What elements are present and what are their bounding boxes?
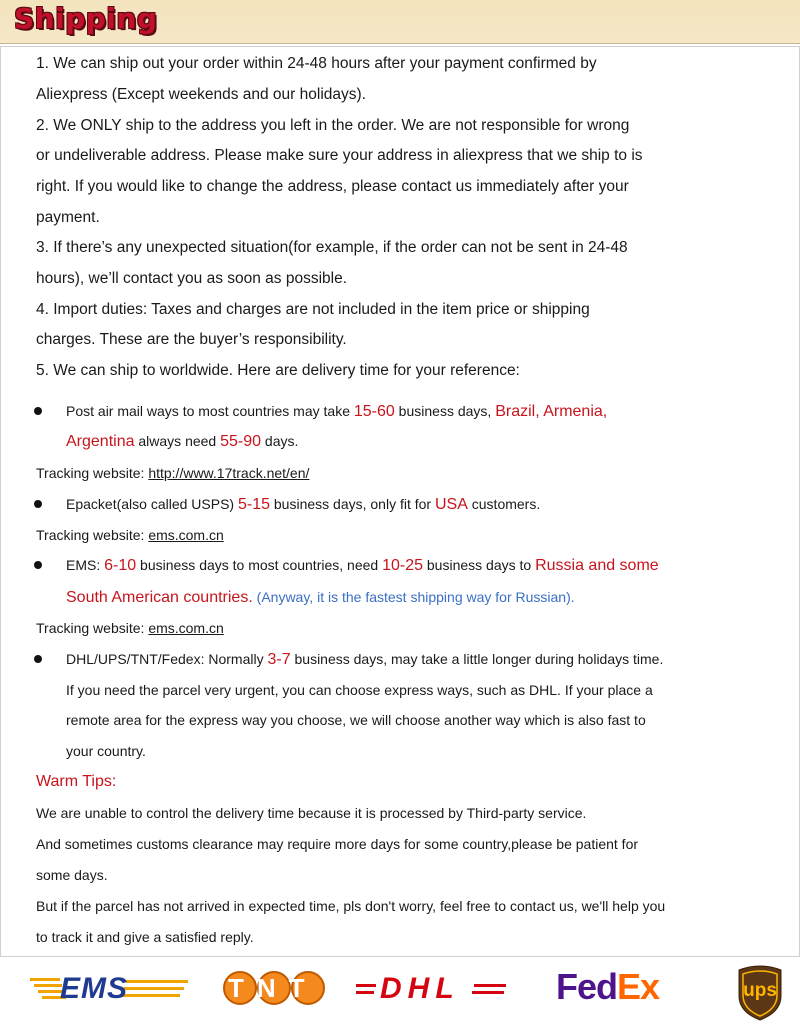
warm-tips-line-4: But if the parcel has not arrived in expected time, pls don't worry, feel free to contact us, we'll help you (36, 898, 666, 914)
policy-item-4-line-1: 4. Import duties: Taxes and charges are not included in the item price or shipping (36, 301, 590, 318)
policy-item-2-line-2: or undeliverable address. Please make sure your address in aliexpress that we ship to is (36, 147, 643, 164)
epacket-text-2: business days, only fit for (270, 496, 435, 512)
policy-item-2-line-1: 2. We ONLY ship to the address you left in the order. We are not responsible for wrong (36, 117, 630, 134)
post-text: Post air mail ways to most countries may take (66, 403, 354, 419)
express-line-1 (66, 649, 796, 670)
ems-countries-2: South American countries. (66, 589, 253, 606)
ems-text-3: business days to (423, 557, 536, 573)
policy-item-4-line-2: charges. These are the buyer’s responsibility. (36, 331, 347, 348)
tnt-logo-text: TNT (228, 973, 318, 1003)
policy-item-3-line-1: 3. If there’s any unexpected situation(for example, if the order can not be sent in 24-48 (36, 239, 628, 256)
tracking-label: Tracking website: (36, 527, 149, 543)
tracking-link-17track[interactable]: http://www.17track.net/en/ (148, 465, 310, 481)
express-text-2: business days, may take a little longer during holidays time. (290, 651, 664, 667)
bullet-post (34, 407, 42, 415)
post-tracking (36, 463, 766, 483)
warm-tips-line-5: to track it and give a satisfied reply. (36, 929, 254, 945)
bullet-ems (34, 561, 42, 569)
ems-logo (30, 972, 190, 1006)
ems-text: EMS: (66, 557, 105, 573)
post-days: 15-60 (353, 403, 395, 420)
express-days: 3-7 (267, 651, 291, 668)
epacket-tracking (36, 525, 766, 545)
bullet-express (34, 655, 42, 663)
express-text: DHL/UPS/TNT/Fedex: Normally (66, 651, 268, 667)
dhl-logo-text: DHL (380, 972, 460, 1005)
epacket-text: Epacket(also called USPS) (66, 496, 238, 512)
policy-item-1-line-2: Aliexpress (Except weekends and our holidays). (36, 86, 366, 103)
post-line-2 (66, 431, 796, 452)
post-text-3: always need (134, 433, 221, 449)
ems-days-2: 10-25 (382, 557, 423, 574)
ems-note: (Anyway, it is the fastest shipping way for Russian). (252, 589, 575, 605)
policy-item-2-line-3: right. If you would like to change the address, please contact us immediately after your (36, 178, 629, 195)
fedex-logo (556, 966, 676, 1010)
ems-text-2: business days to most countries, need (136, 557, 383, 573)
post-countries: Brazil, Armenia, (495, 403, 608, 420)
warm-tips-line-1: We are unable to control the delivery time because it is processed by Third-party service. (36, 805, 587, 821)
tracking-link-ems[interactable]: ems.com.cn (148, 527, 224, 543)
express-line-3: remote area for the express way you choose, we will choose another way which is also fast to (66, 712, 646, 728)
fedex-logo-ex: Ex (617, 966, 660, 1007)
epacket-line (66, 494, 796, 515)
post-days-2: 55-90 (220, 433, 262, 450)
policy-item-1-line-1: 1. We can ship out your order within 24-48 hours after your payment confirmed by (36, 55, 597, 72)
tracking-label: Tracking website: (36, 620, 149, 636)
ems-days: 6-10 (104, 557, 137, 574)
post-text-2: business days, (394, 403, 496, 419)
dhl-logo (356, 974, 506, 1004)
header-banner (0, 0, 800, 44)
policy-item-2-line-4: payment. (36, 209, 100, 226)
post-line-1 (66, 401, 796, 422)
ems-tracking (36, 618, 766, 638)
ups-logo-text: ups (743, 980, 777, 1001)
post-text-4: days. (261, 433, 299, 449)
ems-line-1 (66, 555, 796, 576)
page-title: Shipping (14, 2, 158, 35)
ups-logo (736, 964, 784, 1022)
ems-logo-text: EMS (60, 972, 129, 1005)
tnt-logo (222, 968, 326, 1008)
courier-logos (0, 960, 800, 1027)
bullet-epacket (34, 500, 42, 508)
policy-item-5-line-1: 5. We can ship to worldwide. Here are delivery time for your reference: (36, 362, 520, 379)
warm-tips-title: Warm Tips: (36, 773, 117, 790)
epacket-text-3: customers. (467, 496, 541, 512)
post-country-argentina: Argentina (66, 433, 135, 450)
epacket-country: USA (434, 496, 468, 513)
tracking-link-ems-2[interactable]: ems.com.cn (148, 620, 224, 636)
ems-countries: Russia and some (535, 557, 659, 574)
express-line-4: your country. (66, 743, 146, 759)
express-line-2: If you need the parcel very urgent, you can choose express ways, such as DHL. If your place a (66, 682, 653, 698)
warm-tips-line-3: some days. (36, 867, 108, 883)
tracking-label: Tracking website: (36, 465, 149, 481)
warm-tips-line-2: And sometimes customs clearance may require more days for some country,please be patient for (36, 836, 639, 852)
epacket-days: 5-15 (237, 496, 270, 513)
ems-line-2 (66, 587, 796, 608)
policy-item-3-line-2: hours), we’ll contact you as soon as possible. (36, 270, 348, 287)
fedex-logo-fed: Fed (556, 966, 618, 1007)
